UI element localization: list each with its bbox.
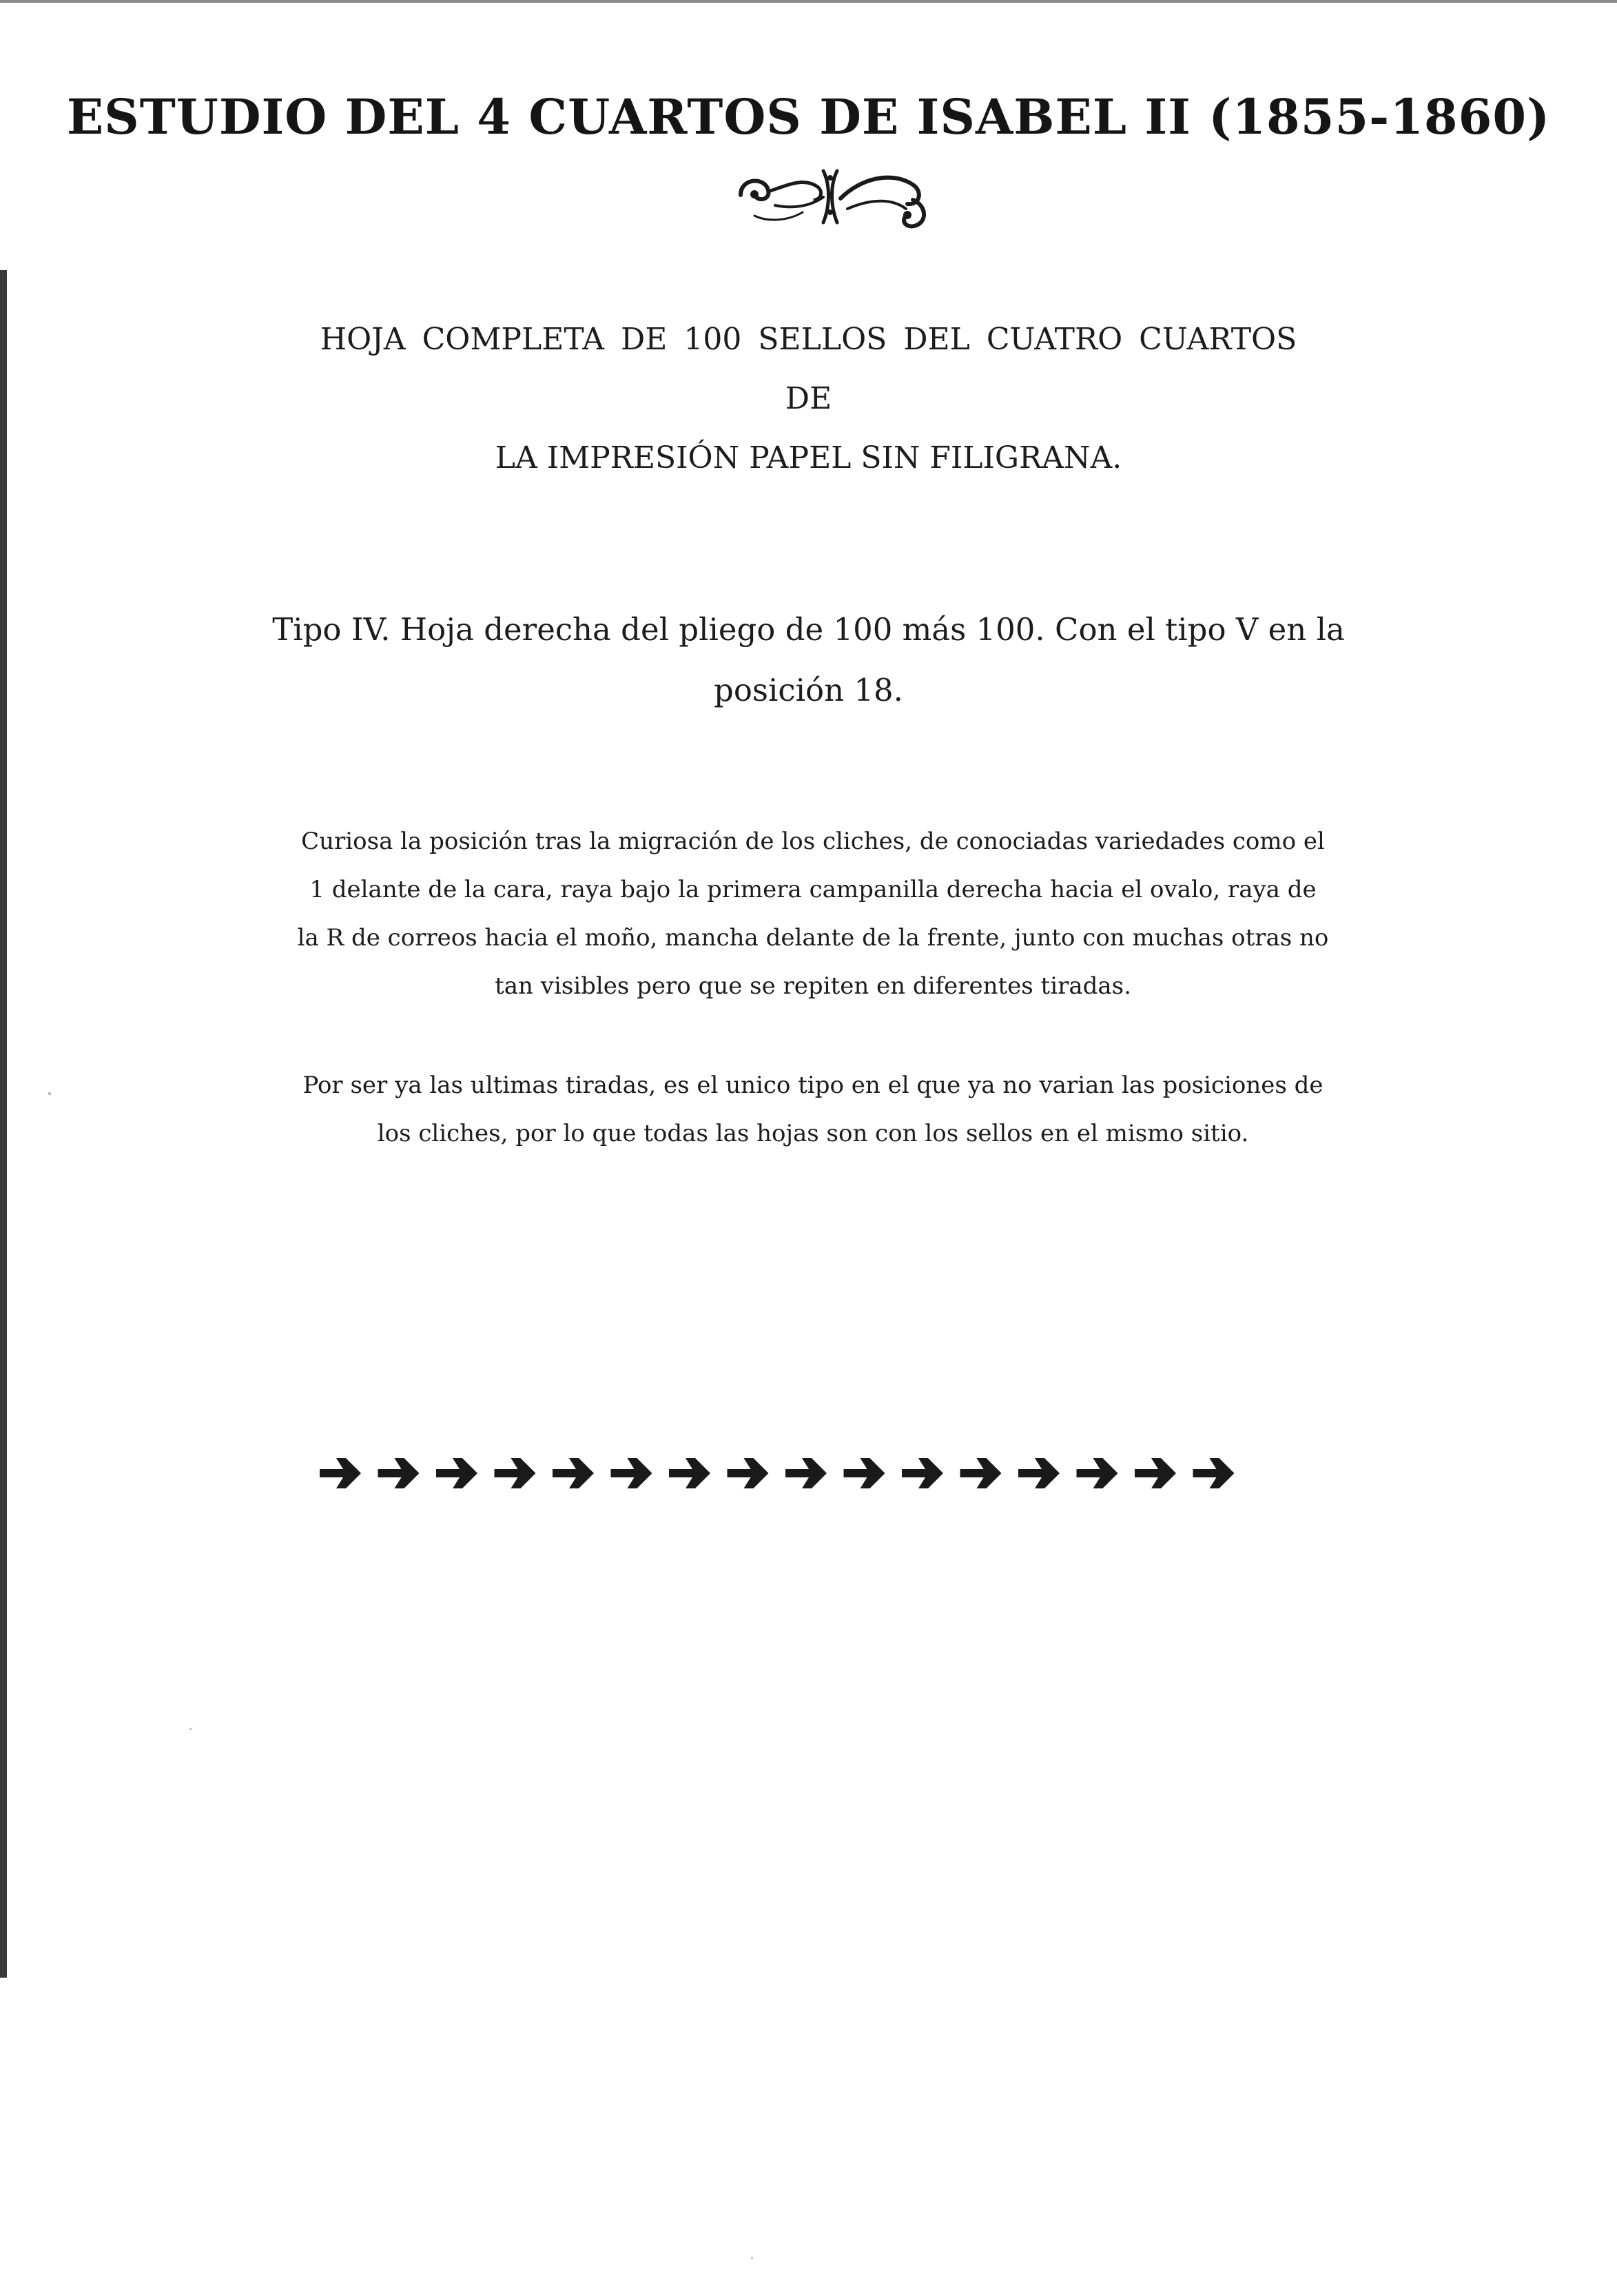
right-arrow-icon (611, 1458, 652, 1488)
flourish-ornament-icon (727, 157, 940, 233)
right-arrow-icon (785, 1458, 827, 1488)
right-arrow-icon (495, 1458, 536, 1488)
paragraph-line: Curiosa la posición tras la migración de los cliches, de conociadas variedades como el (301, 828, 1325, 855)
paragraph-line: 1 delante de la cara, raya bajo la primera campanilla derecha hacia el ovalo, raya de (309, 876, 1317, 903)
scan-left-edge (0, 270, 7, 1978)
right-arrow-icon (320, 1458, 361, 1488)
heading-line: LA IMPRESIÓN PAPEL SIN FILIGRANA. (495, 440, 1122, 475)
type-line: posición 18. (714, 672, 903, 708)
paragraph-line: la R de correos hacia el moño, mancha delante de la frente, junto con muchas otras no (297, 924, 1329, 952)
scan-speck (189, 1728, 192, 1730)
right-arrow-icon (553, 1458, 594, 1488)
type-description (0, 599, 1617, 721)
positions-paragraph (262, 1061, 1364, 1158)
page-title: ESTUDIO DEL 4 CUARTOS DE ISABEL II (1855-1860) (66, 88, 1551, 145)
right-arrow-icon (436, 1458, 477, 1488)
scan-top-edge (0, 0, 1617, 3)
right-arrow-icon (669, 1458, 710, 1488)
right-arrow-icon (1077, 1458, 1118, 1488)
paragraph-line: Por ser ya las ultimas tiradas, es el unico tipo en el que ya no varian las posiciones de (302, 1072, 1324, 1099)
right-arrow-icon (960, 1458, 1002, 1488)
sheet-heading (0, 310, 1617, 488)
right-arrow-icon (1135, 1458, 1176, 1488)
scan-speck (751, 2257, 753, 2259)
right-arrow-icon (728, 1458, 769, 1488)
paragraph-line: los cliches, por lo que todas las hojas son con los sellos en el mismo sitio. (377, 1120, 1249, 1147)
arrow-row (318, 1453, 1255, 1494)
heading-line: HOJA COMPLETA DE 100 SELLOS DEL CUATRO CUARTOS (320, 322, 1297, 357)
right-arrow-icon (902, 1458, 943, 1488)
paragraph-line: tan visibles pero que se repiten en diferentes tiradas. (495, 972, 1131, 1000)
right-arrow-icon (1018, 1458, 1060, 1488)
right-arrow-icon (1193, 1458, 1235, 1488)
varieties-paragraph (262, 817, 1364, 1010)
right-arrow-icon (844, 1458, 885, 1488)
heading-line: DE (785, 381, 832, 416)
right-arrow-icon (378, 1458, 420, 1488)
scan-speck (48, 1092, 51, 1095)
type-line: Tipo IV. Hoja derecha del pliego de 100 más 100. Con el tipo V en la (272, 611, 1345, 648)
